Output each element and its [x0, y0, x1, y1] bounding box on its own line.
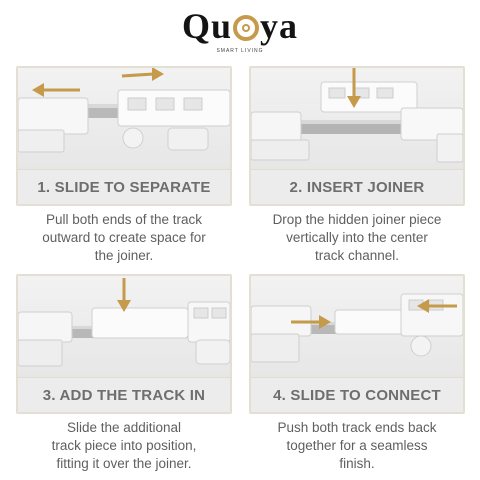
step-4-line-2: together for a seamless — [286, 438, 428, 453]
step-1-description — [16, 211, 232, 265]
step-3-line-2: track piece into position, — [51, 438, 197, 453]
brand-ring-icon — [233, 15, 259, 41]
step-2-title: 2. INSERT JOINER — [251, 169, 463, 204]
step-1-title: 1. SLIDE TO SEPARATE — [18, 169, 230, 204]
step-1-illustration — [18, 68, 230, 174]
brand-name-start: Qu — [181, 6, 233, 46]
step-1-line-1: Pull both ends of the track — [45, 212, 203, 227]
brand-name-end: ya — [260, 6, 299, 46]
down-arrow-icon — [117, 278, 131, 312]
step-1-line-3: the joiner. — [94, 248, 154, 263]
step-1-line-2: outward to create space for — [42, 230, 206, 245]
brand-logo — [0, 6, 480, 56]
step-2-illustration — [251, 68, 463, 174]
step-card-3 — [16, 274, 232, 414]
step-4-line-3: finish. — [339, 456, 375, 471]
brand-tagline: SMART LIVING — [216, 48, 264, 54]
step-2-line-1: Drop the hidden joiner piece — [272, 212, 442, 227]
step-2-description — [249, 211, 465, 265]
step-2-line-3: track channel. — [314, 248, 400, 263]
step-3-illustration — [18, 276, 230, 382]
step-card-1 — [16, 66, 232, 206]
step-3-description — [16, 419, 232, 473]
brand-wordmark — [182, 6, 298, 46]
step-2-line-2: vertically into the center — [286, 230, 428, 245]
step-3-line-3: fitting it over the joiner. — [56, 456, 192, 471]
step-4-title: 4. SLIDE TO CONNECT — [251, 377, 463, 412]
step-3-title: 3. ADD THE TRACK IN — [18, 377, 230, 412]
step-4-illustration — [251, 276, 463, 382]
step-3-line-1: Slide the additional — [66, 420, 182, 435]
step-card-2 — [249, 66, 465, 206]
step-card-4 — [249, 274, 465, 414]
step-4-line-1: Push both track ends back — [277, 420, 437, 435]
step-4-description — [249, 419, 465, 473]
